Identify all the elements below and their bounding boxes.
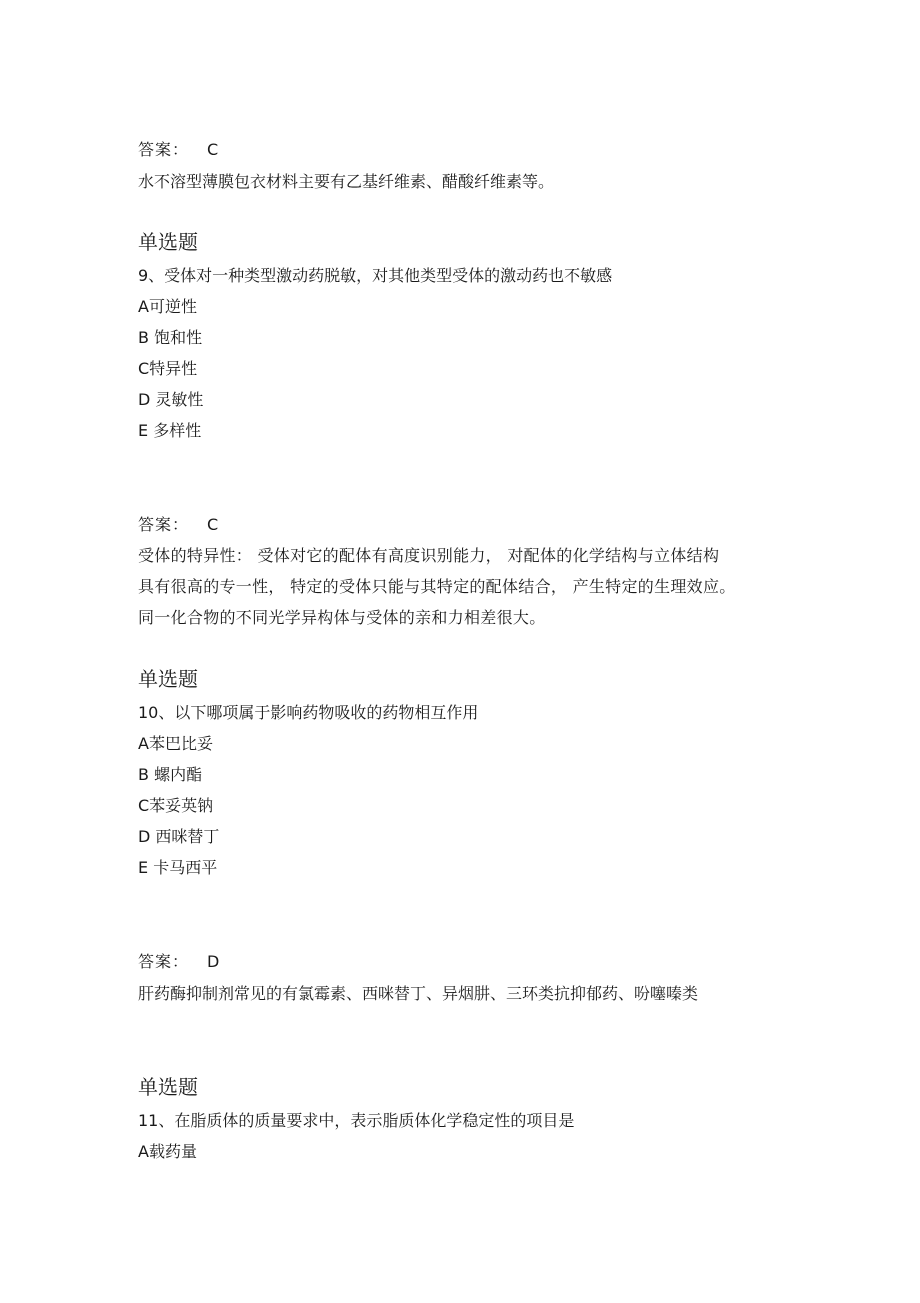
answer-value: D [207, 952, 220, 971]
question-type-heading: 单选题 [138, 1075, 198, 1099]
question-stem: 9、受体对一种类型激动药脱敏，对其他类型受体的激动药也不敏感 [138, 266, 613, 285]
question-stem: 11、在脂质体的质量要求中，表示脂质体化学稳定性的项目是 [138, 1111, 575, 1130]
option-c: C苯妥英钠 [138, 796, 214, 815]
option-c: C特异性 [138, 359, 198, 378]
answer-explanation-line: 受体的特异性： 受体对它的配体有高度识别能力， 对配体的化学结构与立体结构 [138, 546, 720, 565]
answer-label: 答案： [138, 952, 190, 971]
answer-line [138, 951, 219, 973]
answer-value: C [207, 515, 219, 534]
question-type-heading: 单选题 [138, 667, 198, 691]
answer-label: 答案： [138, 515, 190, 534]
option-e: E 卡马西平 [138, 858, 218, 877]
option-a: A载药量 [138, 1142, 197, 1161]
answer-explanation: 肝药酶抑制剂常见的有氯霉素、西咪替丁、异烟肼、三环类抗抑郁药、吩噻嗪类 [138, 984, 699, 1003]
answer-label: 答案： [138, 140, 190, 159]
answer-explanation-line: 同一化合物的不同光学异构体与受体的亲和力相差很大。 [138, 608, 546, 627]
answer-explanation-line: 具有很高的专一性， 特定的受体只能与其特定的配体结合， 产生特定的生理效应。 [138, 577, 736, 596]
option-d: D 西咪替丁 [138, 827, 220, 846]
option-a: A可逆性 [138, 297, 197, 316]
question-stem: 10、以下哪项属于影响药物吸收的药物相互作用 [138, 703, 479, 722]
question-type-heading: 单选题 [138, 230, 198, 254]
option-a: A苯巴比妥 [138, 734, 213, 753]
option-e: E 多样性 [138, 421, 202, 440]
option-b: B 螺内酯 [138, 765, 203, 784]
option-d: D 灵敏性 [138, 390, 204, 409]
answer-value: C [207, 140, 219, 159]
answer-line [138, 139, 218, 161]
answer-explanation: 水不溶型薄膜包衣材料主要有乙基纤维素、醋酸纤维素等。 [138, 172, 555, 191]
answer-line [138, 514, 218, 536]
option-b: B 饱和性 [138, 328, 203, 347]
